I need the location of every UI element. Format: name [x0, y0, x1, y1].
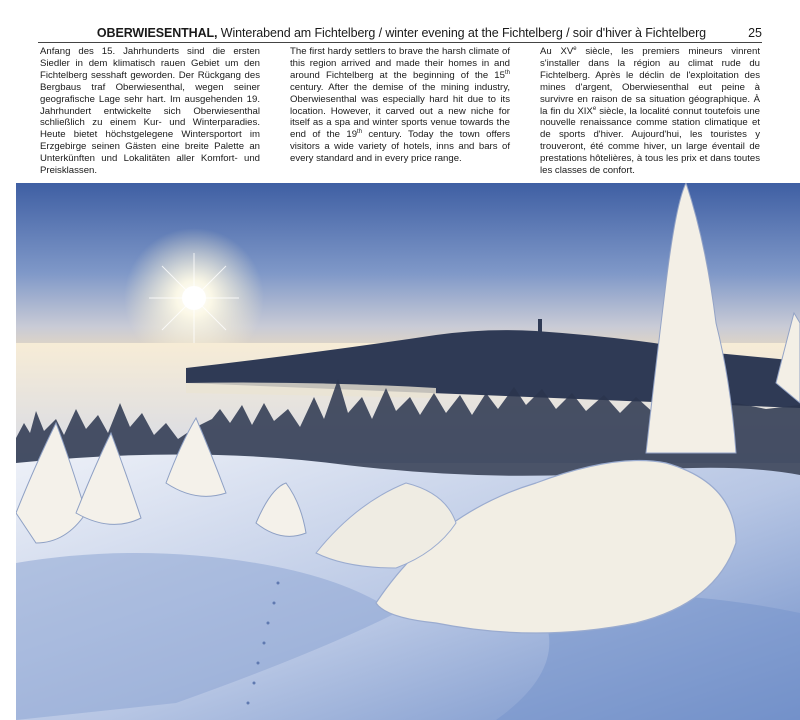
english-text-part: century. Today the town offers visitors a wide variety of hotels, inns and bars of every standard and in every price range. — [290, 129, 510, 165]
ordinal-suffix: e — [592, 105, 597, 112]
french-text-part: Au XV — [540, 46, 574, 57]
ordinal-suffix: th — [504, 69, 510, 76]
winter-landscape-photo — [16, 183, 800, 720]
german-text: Anfang des 15. Jahrhunderts sind die ersten Siedler in dem klimatisch rauen Gebiet um den Fichtelberg sesshaft geworden. Der Rückgang des Bergbaus traf Oberwiesenthal, wegen seiner geografische Lage sehr hart. Im ausgehenden 19. Jahrhundert entwickelte sich Oberwiesenthal schließlich zu einem Kur- und Winterparadies. Heute bietet höchstgelegene Wintersportort im Erzgebirge seinen Gästen eine breite Palette an Unterkünften und Lokalitäten aller Komfort- und Preisklassen. — [40, 46, 260, 177]
ordinal-suffix: e — [573, 45, 577, 52]
text-columns — [40, 45, 760, 177]
french-text-part: siècle, les premiers mineurs vinrent s'installer dans la région au climat rude du Fichtelberg. Après le déclin de l'exploitation des mines d'argent, Oberwiesenthal eut peine à survivre en raison de sa situation géographique. À la fin du XIX — [540, 46, 760, 117]
page-title — [97, 26, 706, 40]
header-divider — [38, 42, 762, 43]
ordinal-suffix: th — [357, 129, 363, 136]
english-text-part: The first hardy settlers to brave the harsh climate of this region arrived and made their homes in and around Fichtelberg at the beginning of the 15 — [290, 46, 510, 81]
summit-tower — [538, 319, 542, 333]
page-number: 25 — [748, 26, 762, 40]
french-text — [540, 46, 760, 177]
french-text-part: siècle, la localité connut toutefois une nouvelle renaissance comme station climatique et de sports d'hiver. Aujourd'hui, les touristes y trouveront, été comme hiver, un large éventail de prestations hôtelières, à tous les prix et dans toutes les classes de confort. — [540, 105, 760, 177]
sun — [182, 286, 206, 310]
title-caption: Winterabend am Fichtelberg / winter evening at the Fichtelberg / soir d'hiver à Fichtelberg — [217, 26, 706, 40]
english-text — [290, 46, 510, 165]
english-text-part: century. After the demise of the mining industry, Oberwiesenthal was especially hard hit due to its location. However, it carved out a new niche for itself as a spa and winter sports venue towards the end of the 19 — [290, 81, 510, 141]
title-place-name: OBERWIESENTHAL, — [96, 26, 218, 40]
